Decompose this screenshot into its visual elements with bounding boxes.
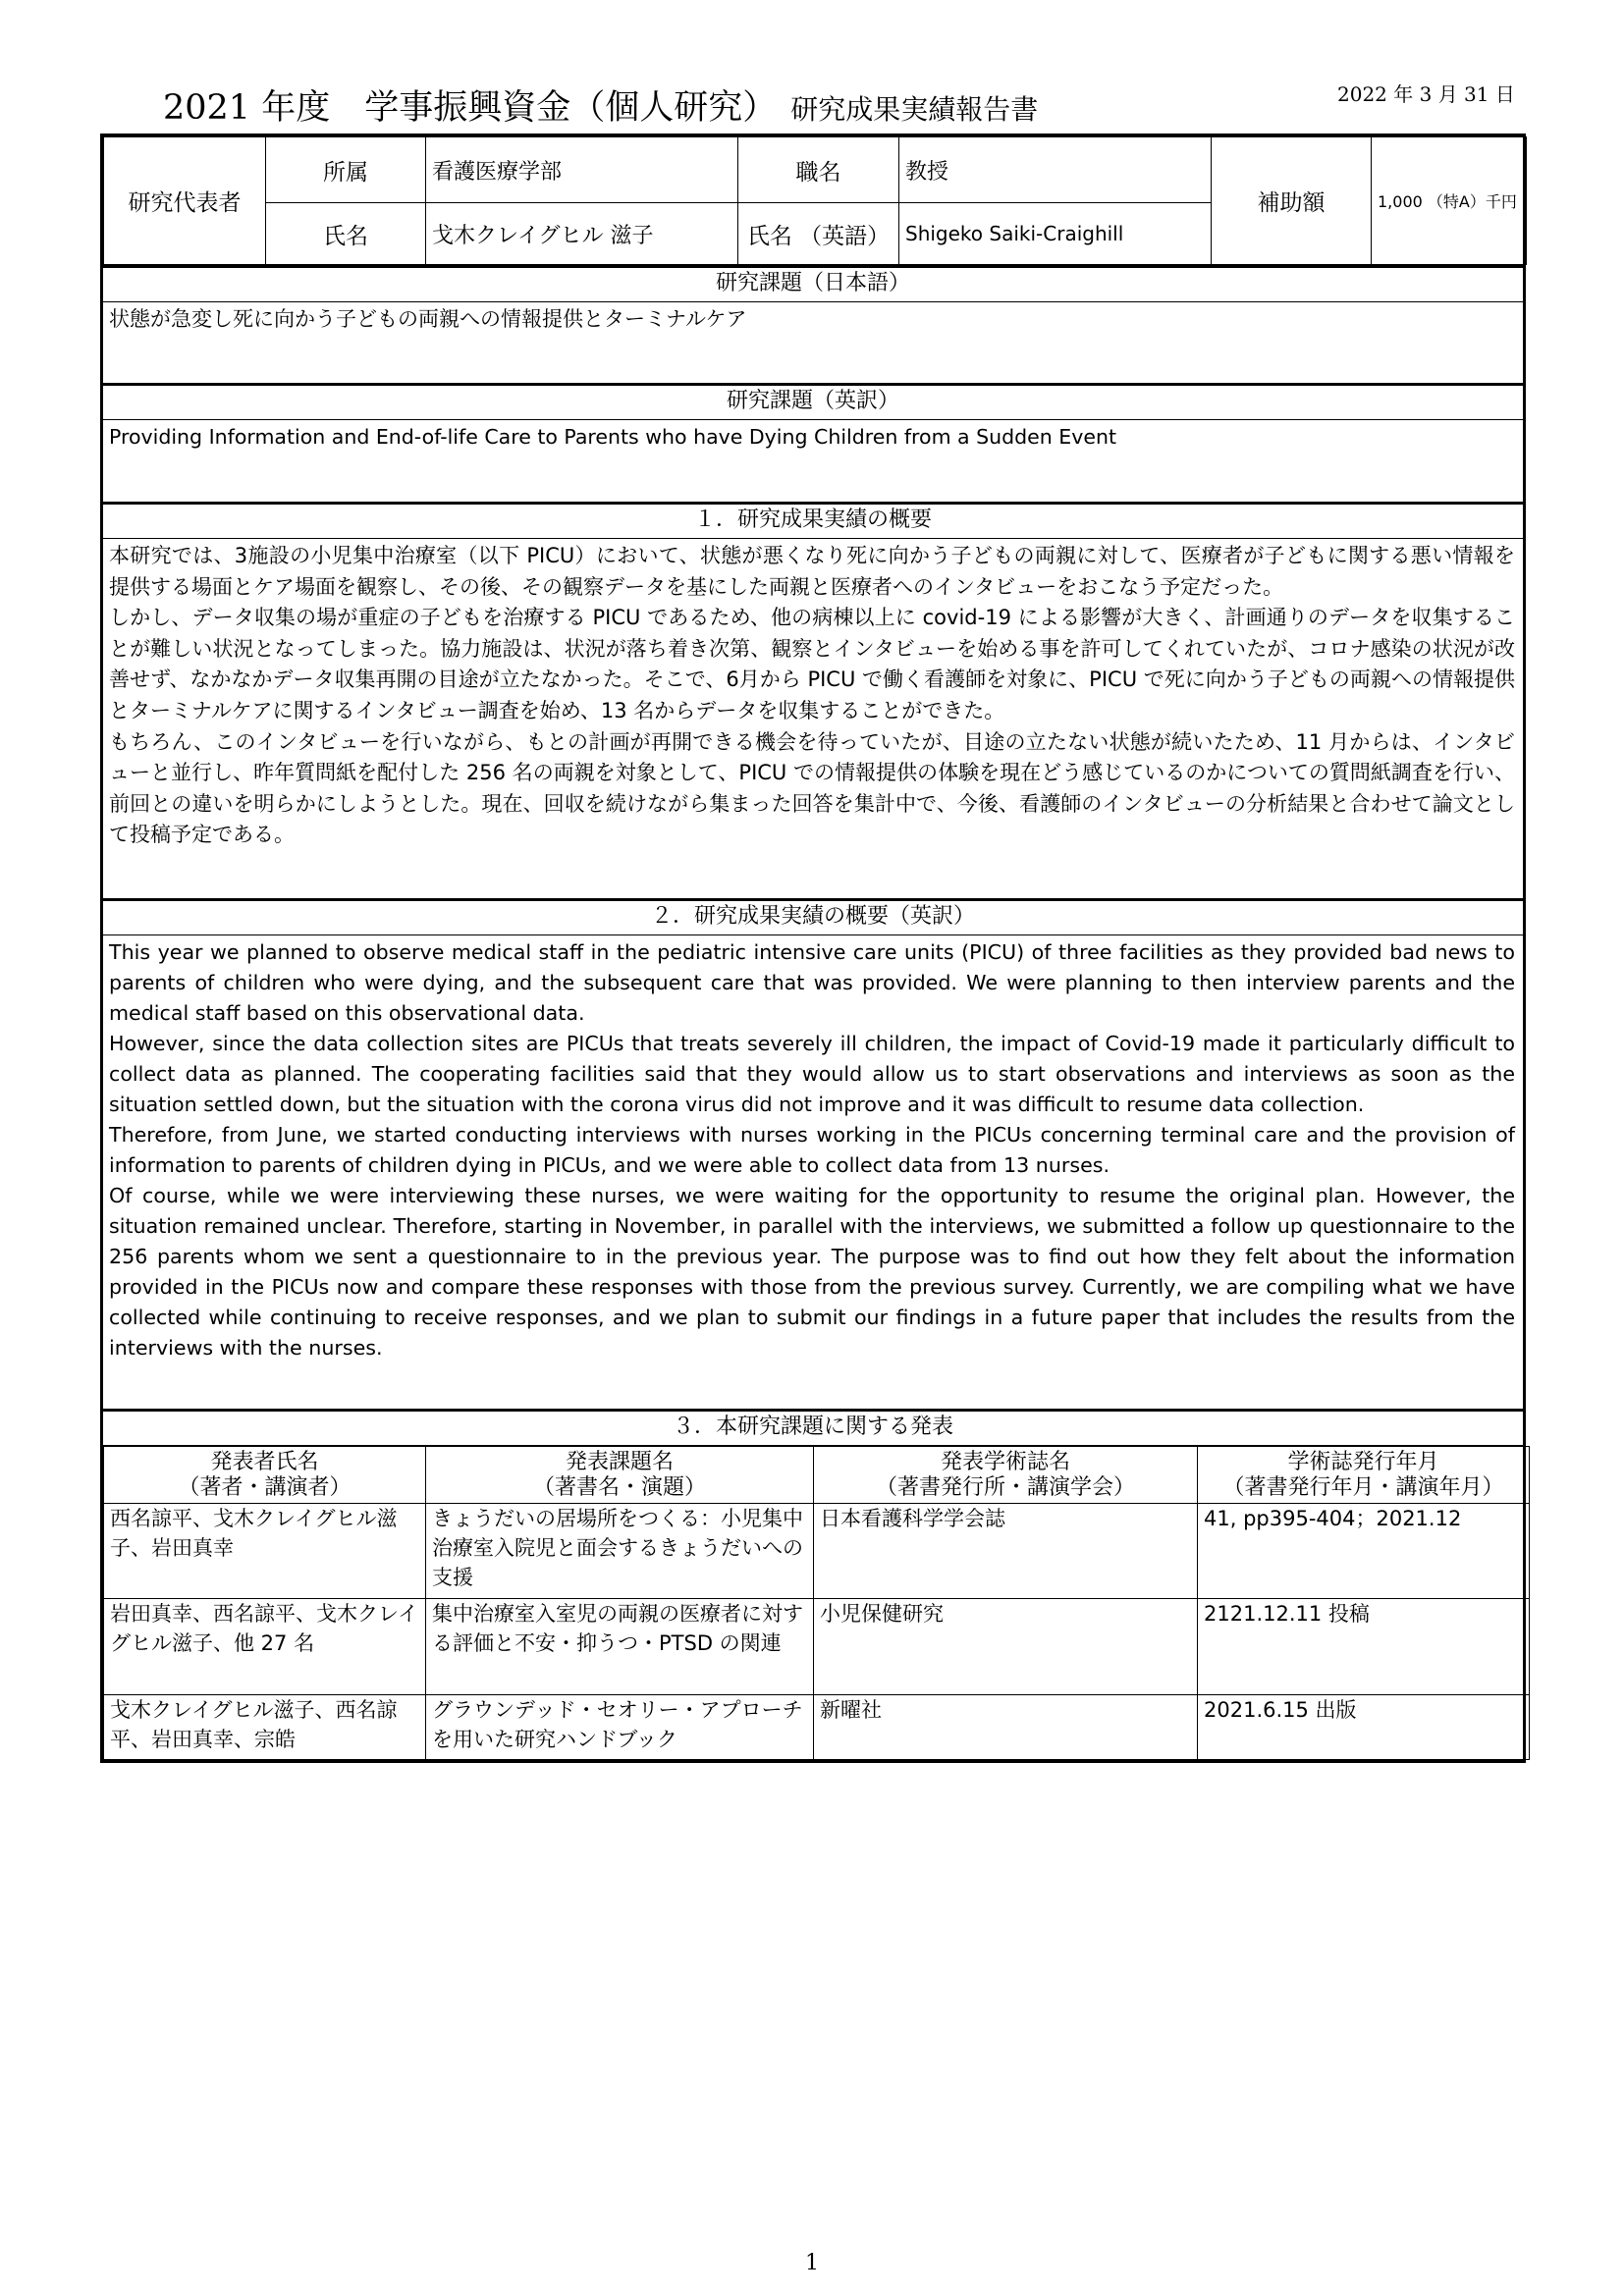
name-label: 氏名 [266, 203, 426, 265]
info-table [103, 136, 1527, 265]
pub-title: 集中治療室入室児の両親の医療者に対する評価と不安・抑うつ・PTSD の関連 [426, 1599, 814, 1695]
title-sub: 研究成果実績報告書 [790, 93, 1039, 126]
position-label: 職名 [738, 137, 899, 203]
col-header-line: 発表課題名 [565, 1449, 674, 1474]
summary-en-paragraph: This year we planned to observe medical staff in the pediatric intensive care units (PICU) of three facilities as they provided bad news to parents of children who were dying, and the subsequent care that was provided. We were planning to then interview parents and the medical staff based on this observational data. [109, 940, 1515, 1025]
pub-authors: 西名諒平、戈木クレイグヒル滋子、岩田真幸 [104, 1504, 426, 1599]
col-header-line: （著者・講演者） [178, 1474, 352, 1500]
pub-venue: 小児保健研究 [814, 1599, 1198, 1695]
pub-title: きょうだいの居場所をつくる：小児集中治療室入院児と面会するきょうだいへの支援 [426, 1504, 814, 1599]
report-date: 2022 年 3 月 31 日 [1337, 82, 1515, 106]
report-sheet [100, 133, 1526, 1763]
pub-date: 41, pp395-404；2021.12 [1198, 1504, 1530, 1599]
title-main: 2021 年度 学事振興資金（個人研究） [163, 88, 778, 128]
page-title [163, 80, 1341, 130]
pub-date: 2021.6.15 出版 [1198, 1695, 1530, 1760]
summary-en-paragraph: Therefore, from June, we started conducting interviews with nurses working in the PICUs concerning terminal care and the provision of information to parents of children dying in PICUs, and we were able to collect data from 13 nurses. [109, 1123, 1515, 1177]
col-header-line: 発表者氏名 [210, 1449, 319, 1474]
summary-en-body [103, 935, 1523, 1409]
table-row [104, 1599, 1530, 1695]
pub-authors: 岩田真幸、西名諒平、戈木クレイグヒル滋子、他 27 名 [104, 1599, 426, 1695]
table-row [104, 1695, 1530, 1760]
pub-date: 2121.12.11 投稿 [1198, 1599, 1530, 1695]
name-en-value: Shigeko Saiki-Craighill [899, 203, 1212, 265]
summary-ja-paragraph: 本研究では、3施設の小児集中治療室（以下 PICU）において、状態が悪くなり死に向かう子どもの両親に対して、医療者が子どもに関する悪い情報を提供する場面とケア場面を観察し、その後、その観察データを基にした両親と医療者へのインタビューをおこなう予定だった。 [109, 544, 1515, 599]
summary-en-paragraph: Of course, while we were interviewing these nurses, we were waiting for the opportunity to resume the original plan. However, the situation remained unclear. Therefore, starting in November, in parallel with the interviews, we submitted a follow up questionnaire to the 256 parents whom we sent a questionnaire to in the previous year. The purpose was to find out how they felt about the information provided in the PICUs now and compare these responses with those from the previous survey. Currently, we are compiling what we have collected while continuing to receive responses, and we plan to submit our findings in a future paper that includes the results from the interviews with the nurses. [109, 1184, 1515, 1360]
topic-ja-heading: 研究課題（日本語） [103, 265, 1523, 302]
topic-en-heading: 研究課題（英訳） [103, 383, 1523, 420]
publications-table [103, 1446, 1530, 1760]
publications-heading: ３．本研究課題に関する発表 [103, 1409, 1523, 1446]
publications-header-row [104, 1447, 1530, 1504]
col-header-line: 学術誌発行年月 [1287, 1449, 1439, 1474]
pub-title: グラウンデッド・セオリー・アプローチを用いた研究ハンドブック [426, 1695, 814, 1760]
col-header-date [1198, 1447, 1530, 1504]
summary-ja-body [103, 539, 1523, 898]
summary-en-heading: ２．研究成果実績の概要（英訳） [103, 898, 1523, 935]
col-header-venue [814, 1447, 1198, 1504]
col-header-line: （著書発行年月・講演年月） [1222, 1474, 1504, 1500]
affil-label: 所属 [266, 137, 426, 203]
name-en-label: 氏名 （英語） [738, 203, 899, 265]
col-header-line: 発表学術誌名 [940, 1449, 1070, 1474]
grant-value: 1,000 （特A）千円 [1372, 137, 1527, 265]
position-value: 教授 [899, 137, 1212, 203]
name-value: 戈木クレイグヒル 滋子 [426, 203, 738, 265]
pub-venue: 新曜社 [814, 1695, 1198, 1760]
col-header-title [426, 1447, 814, 1504]
table-row [104, 1504, 1530, 1599]
summary-ja-heading: １．研究成果実績の概要 [103, 502, 1523, 539]
rep-label: 研究代表者 [104, 137, 266, 265]
pub-authors: 戈木クレイグヒル滋子、西名諒平、岩田真幸、宗皓 [104, 1695, 426, 1760]
col-header-authors [104, 1447, 426, 1504]
summary-ja-paragraph: もちろん、このインタビューを行いながら、もとの計画が再開できる機会を待っていたが、目途の立たない状態が続いたため、11 月からは、インタビューと並行し、昨年質問紙を配付した 256 名の両親を対象として、PICU での情報提供の体験を現在どう感じているのかについての質問紙調査を行い、前回との違いを明らかにしようとした。現在、回収を続けながら集まった回答を集計中で、今後、看護師のインタビューの分析結果と合わせて論文として投稿予定である。 [109, 729, 1515, 847]
summary-ja-paragraph: しかし、データ収集の場が重症の子どもを治療する PICU であるため、他の病棟以上に covid-19 による影響が大きく、計画通りのデータを収集することが難しい状況となってしまった。協力施設は、状況が落ち着き次第、観察とインタビューを始める事を許可してくれていたが、コロナ感染の状況が改善せず、なかなかデータ収集再開の目途が立たなかった。そこで、6月から PICU で働く看護師を対象に、PICU で死に向かう子どもの両親への情報提供とターミナルケアに関するインタビュー調査を始め、13 名からデータを収集することができた。 [109, 606, 1515, 722]
grant-label: 補助額 [1212, 137, 1372, 265]
pub-venue: 日本看護科学学会誌 [814, 1504, 1198, 1599]
topic-ja-text: 状態が急変し死に向かう子どもの両親への情報提供とターミナルケア [109, 307, 747, 331]
summary-en-paragraph: However, since the data collection sites are PICUs that treats severely ill children, the impact of Covid-19 made it particularly difficult to collect data as planned. The cooperating facilities said that they would allow us to start observations and interviews as soon as the situation settled down, but the situation with the corona virus did not improve and it was difficult to resume data collection. [109, 1032, 1515, 1116]
affil-value: 看護医療学部 [426, 137, 738, 203]
col-header-line: （著書名・演題） [532, 1474, 706, 1500]
topic-en-text: Providing Information and End-of-life Care to Parents who have Dying Children from a Sudden Event [109, 425, 1117, 449]
page-number: 1 [805, 2251, 819, 2275]
col-header-line: （著書発行所・講演学会） [875, 1474, 1135, 1500]
